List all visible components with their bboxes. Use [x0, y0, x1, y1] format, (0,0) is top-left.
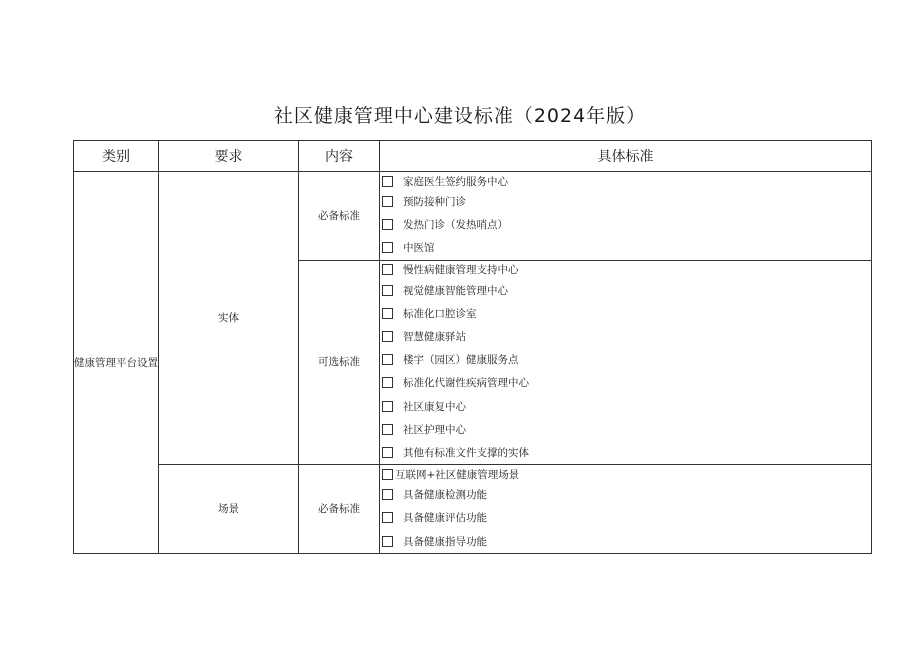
checkbox-item	[380, 279, 871, 302]
checkbox-label: 具备健康指导功能	[403, 535, 487, 548]
checkbox-label: 发热门诊（发热哨点）	[403, 219, 508, 232]
checkbox-icon[interactable]	[382, 242, 393, 253]
header-category: 类别	[74, 141, 159, 172]
table-row	[74, 172, 872, 261]
standard-scene-required-cell	[380, 465, 872, 554]
checkbox-label: 互联网+社区健康管理场景	[395, 468, 520, 481]
checkbox-item	[380, 172, 871, 190]
checkbox-item	[380, 441, 871, 464]
checkbox-label: 中医馆	[403, 242, 435, 255]
checkbox-icon[interactable]	[382, 447, 393, 458]
checkbox-label: 预防接种门诊	[403, 196, 466, 209]
checkbox-icon[interactable]	[382, 264, 393, 275]
table-row	[74, 465, 872, 554]
requirement-scene-cell: 场景	[159, 465, 299, 554]
standards-table	[73, 140, 872, 554]
checkbox-icon[interactable]	[382, 196, 393, 207]
checkbox-item	[380, 418, 871, 441]
checkbox-icon[interactable]	[382, 401, 393, 412]
checkbox-item	[380, 395, 871, 418]
checkbox-icon[interactable]	[382, 354, 393, 365]
checkbox-label: 慢性病健康管理支持中心	[403, 264, 519, 277]
checkbox-item	[380, 483, 871, 506]
checkbox-icon[interactable]	[382, 285, 393, 296]
checkbox-item	[380, 236, 871, 259]
checkbox-label: 家庭医生签约服务中心	[403, 175, 508, 188]
checkbox-label: 视觉健康智能管理中心	[403, 284, 508, 297]
document-title: 社区健康管理中心建设标准（2024年版）	[273, 105, 647, 127]
checkbox-icon[interactable]	[382, 512, 393, 523]
table-header-row	[74, 141, 872, 172]
checkbox-label: 标准化代谢性疾病管理中心	[403, 377, 529, 390]
content-scene-required-cell: 必备标准	[299, 465, 380, 554]
checkbox-icon[interactable]	[382, 176, 393, 187]
checkbox-label: 智慧健康驿站	[403, 331, 466, 344]
checkbox-item	[380, 465, 871, 483]
checkbox-icon[interactable]	[382, 536, 393, 547]
checkbox-item	[380, 325, 871, 348]
requirement-entity-cell: 实体	[159, 172, 299, 465]
checkbox-item	[380, 371, 871, 394]
content-entity-optional-cell: 可选标准	[299, 260, 380, 465]
checkbox-label: 标准化口腔诊室	[403, 307, 477, 320]
checkbox-icon[interactable]	[382, 308, 393, 319]
category-cell: 健康管理平台设置	[74, 172, 159, 554]
header-requirement: 要求	[159, 141, 299, 172]
standard-entity-required-cell	[380, 172, 872, 261]
checkbox-icon[interactable]	[382, 377, 393, 388]
checkbox-label: 楼宇（园区）健康服务点	[403, 354, 519, 367]
checkbox-icon[interactable]	[382, 219, 393, 230]
checkbox-icon[interactable]	[382, 469, 393, 480]
checkbox-item	[380, 348, 871, 371]
checkbox-label: 具备健康检测功能	[403, 489, 487, 502]
checkbox-list	[380, 261, 871, 465]
header-standard: 具体标准	[380, 141, 872, 172]
checkbox-label: 具备健康评估功能	[403, 512, 487, 525]
checkbox-label: 其他有标准文件支撑的实体	[403, 446, 529, 459]
standard-entity-optional-cell	[380, 260, 872, 465]
checkbox-icon[interactable]	[382, 489, 393, 500]
checkbox-item	[380, 506, 871, 529]
checkbox-item	[380, 529, 871, 552]
checkbox-icon[interactable]	[382, 424, 393, 435]
checkbox-list	[380, 465, 871, 553]
checkbox-item	[380, 213, 871, 236]
checkbox-item	[380, 190, 871, 213]
checkbox-item	[380, 302, 871, 325]
checkbox-icon[interactable]	[382, 331, 393, 342]
content-entity-required-cell: 必备标准	[299, 172, 380, 261]
checkbox-item	[380, 261, 871, 279]
checkbox-list	[380, 172, 871, 260]
header-content: 内容	[299, 141, 380, 172]
checkbox-label: 社区康复中心	[403, 400, 466, 413]
checkbox-label: 社区护理中心	[403, 423, 466, 436]
